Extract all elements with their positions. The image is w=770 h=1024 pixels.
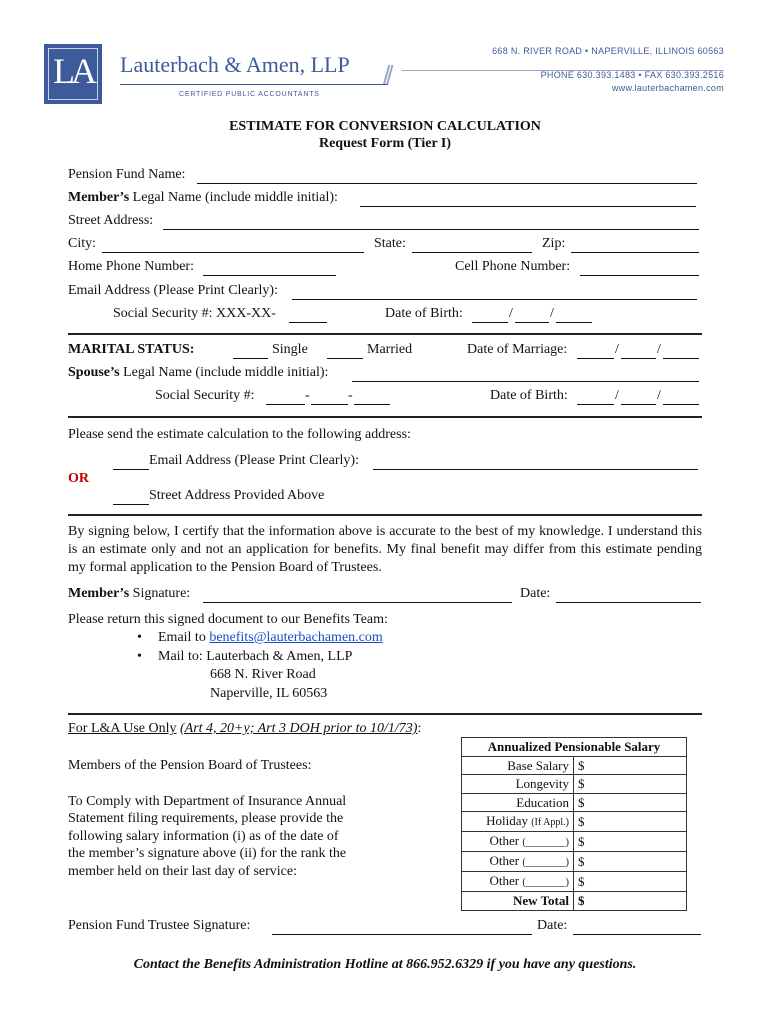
- email-option-label: Email Address (Please Print Clearly):: [149, 453, 359, 468]
- firm-logo: [44, 44, 102, 104]
- spouse-dob-slash: /: [657, 388, 661, 403]
- email-option-field[interactable]: [373, 469, 698, 470]
- spouse-ssn-part2[interactable]: [311, 404, 348, 405]
- member-bold: Member’s: [68, 190, 130, 205]
- section-divider: [68, 333, 702, 335]
- table-row: [462, 812, 687, 832]
- member-sig-text: Signature:: [132, 586, 191, 601]
- row-label-text: Base Salary: [507, 757, 569, 773]
- spouse-ssn-part1[interactable]: [266, 404, 305, 405]
- date-of-marriage-label: Date of Marriage:: [467, 342, 568, 357]
- firm-address: 668 N. RIVER ROAD • NAPERVILLE, ILLINOIS 60563: [492, 46, 724, 56]
- table-row: [462, 872, 687, 892]
- row-label: [462, 872, 574, 892]
- table-row: [462, 832, 687, 852]
- firm-phone: PHONE 630.393.1483 • FAX 630.393.2516: [540, 70, 724, 80]
- logo-text: LA: [53, 51, 93, 91]
- comply-text-4: the member’s signature above (ii) for the rank the: [68, 846, 347, 861]
- row-label: [462, 793, 574, 812]
- la-use-only-label: [68, 721, 421, 737]
- member-legal-name-field[interactable]: [360, 206, 696, 207]
- firm-name: Lauterbach & Amen, LLP: [120, 52, 350, 77]
- married-label: Married: [367, 342, 413, 357]
- la-use-colon: :: [417, 721, 422, 736]
- row-label-text: Education: [516, 794, 569, 810]
- marriage-year-field[interactable]: [663, 358, 699, 359]
- state-field[interactable]: [412, 252, 532, 253]
- email-option-line[interactable]: [113, 469, 149, 470]
- member-signature-field[interactable]: [203, 602, 512, 603]
- row-value-cell[interactable]: $: [574, 793, 687, 812]
- marriage-slash: /: [657, 342, 661, 357]
- or-label: OR: [68, 471, 89, 486]
- marriage-day-field[interactable]: [621, 358, 656, 359]
- email-address-field[interactable]: [292, 299, 697, 300]
- marriage-slash: /: [615, 342, 619, 357]
- row-note: (If Appl.): [531, 817, 569, 828]
- spouse-bold: Spouse’s: [68, 365, 120, 380]
- street-address-field[interactable]: [163, 229, 699, 230]
- row-label-text: Other: [489, 873, 520, 888]
- dob-month-field[interactable]: [472, 322, 508, 323]
- table-total-row: [462, 892, 687, 911]
- form-title: ESTIMATE FOR CONVERSION CALCULATION: [229, 119, 541, 134]
- certify-text: By signing below, I certify that the information above is accurate to the best of my knowledge. I understand this is an estimate only and not an application for benefits. My final benefit may differ from this estimate pending my formal application to the Pension Board of Trustees.: [68, 524, 702, 575]
- benefits-email-link[interactable]: benefits@lauterbachamen.com: [209, 630, 383, 645]
- return-text: Please return this signed document to our Benefits Team:: [68, 612, 388, 627]
- row-label: [462, 756, 574, 775]
- spouse-dob-year[interactable]: [663, 404, 699, 405]
- row-note: (________): [522, 857, 569, 868]
- dob-slash: /: [509, 306, 513, 321]
- bullet-icon: •: [137, 630, 142, 645]
- row-label-text: Other: [489, 853, 520, 868]
- firm-name-underline: [120, 84, 388, 85]
- mail-city: Naperville, IL 60563: [210, 686, 328, 701]
- street-address-label: Street Address:: [68, 213, 154, 228]
- single-checkbox-line[interactable]: [233, 358, 268, 359]
- hotline-footer: Contact the Benefits Administration Hotline at 866.952.6329 if you have any questions.: [133, 957, 637, 972]
- row-value-cell[interactable]: $: [574, 775, 687, 794]
- pension-fund-name-field[interactable]: [197, 183, 697, 184]
- salary-table-header-row: [462, 738, 687, 757]
- mail-to-label: Mail to: Lauterbach & Amen, LLP: [158, 649, 353, 664]
- row-value-cell[interactable]: $: [574, 756, 687, 775]
- dob-label: Date of Birth:: [385, 306, 463, 321]
- trustee-signature-label: Pension Fund Trustee Signature:: [68, 918, 251, 933]
- row-note: (________): [522, 877, 569, 888]
- city-label: City:: [68, 236, 97, 251]
- member-sig-bold: Member’s: [68, 586, 130, 601]
- spouse-legal-name-label: [68, 365, 328, 381]
- street-option-label: Street Address Provided Above: [149, 488, 325, 503]
- spouse-ssn-part3[interactable]: [354, 404, 390, 405]
- member-signature-label: [68, 586, 190, 602]
- spouse-legal-name-text: Legal Name (include middle initial):: [123, 365, 329, 380]
- zip-label: Zip:: [542, 236, 566, 251]
- married-checkbox-line[interactable]: [327, 358, 363, 359]
- ssn-field[interactable]: [289, 322, 327, 323]
- trustee-signature-field[interactable]: [272, 934, 532, 935]
- la-use-only-text: For L&A Use Only: [68, 721, 177, 736]
- mail-street: 668 N. River Road: [210, 667, 316, 682]
- email-to-label: Email to: [158, 630, 206, 645]
- trustee-date-label: Date:: [537, 918, 568, 933]
- zip-field[interactable]: [571, 252, 699, 253]
- member-date-field[interactable]: [556, 602, 701, 603]
- comply-text-3: following salary information (i) as of the date of: [68, 829, 339, 844]
- cell-phone-label: Cell Phone Number:: [455, 259, 571, 274]
- row-value-cell[interactable]: $: [574, 812, 687, 832]
- home-phone-label: Home Phone Number:: [68, 259, 194, 274]
- table-row: [462, 775, 687, 794]
- street-option-line[interactable]: [113, 504, 149, 505]
- comply-text-1: To Comply with Department of Insurance Annual: [68, 794, 347, 809]
- comply-text-5: member held on their last day of service:: [68, 864, 297, 879]
- firm-website: www.lauterbachamen.com: [611, 83, 724, 93]
- row-label-text: Other: [489, 833, 520, 848]
- row-label: [462, 852, 574, 872]
- marital-status-label: MARITAL STATUS:: [68, 342, 195, 357]
- dob-day-field[interactable]: [515, 322, 549, 323]
- members-board-label: Members of the Pension Board of Trustees:: [68, 758, 312, 773]
- comply-text-2: Statement filing requirements, please provide the: [68, 811, 344, 826]
- spouse-legal-name-field[interactable]: [352, 381, 699, 382]
- table-row: [462, 756, 687, 775]
- spouse-dob-slash: /: [615, 388, 619, 403]
- home-phone-field[interactable]: [203, 275, 336, 276]
- spouse-dob-month[interactable]: [577, 404, 614, 405]
- section-divider: [68, 514, 702, 516]
- row-value-cell[interactable]: $: [574, 832, 687, 852]
- single-label: Single: [272, 342, 308, 357]
- total-value-cell[interactable]: $: [574, 892, 687, 911]
- city-field[interactable]: [102, 252, 364, 253]
- row-label-text: Longevity: [515, 776, 569, 792]
- section-divider: [68, 713, 702, 715]
- spouse-dob-label: Date of Birth:: [490, 388, 568, 403]
- cpa-tagline: CERTIFIED PUBLIC ACCOUNTANTS: [179, 91, 320, 98]
- dob-slash: /: [550, 306, 554, 321]
- la-use-only-detail: (Art 4, 20+y; Art 3 DOH prior to 10/1/73): [180, 721, 418, 736]
- trustee-date-field[interactable]: [573, 934, 701, 935]
- header-slash-divider: //: [383, 60, 390, 90]
- member-legal-name-label: [68, 190, 338, 206]
- dob-year-field[interactable]: [556, 322, 592, 323]
- bullet-icon: •: [137, 649, 142, 664]
- row-label-text: Holiday: [486, 813, 528, 828]
- spouse-dob-day[interactable]: [621, 404, 656, 405]
- send-to-label: Please send the estimate calculation to the following address:: [68, 427, 411, 442]
- row-label: [462, 832, 574, 852]
- salary-table-header: Annualized Pensionable Salary: [462, 738, 687, 757]
- row-note: (________): [522, 837, 569, 848]
- form-subtitle: Request Form (Tier I): [318, 136, 452, 151]
- member-legal-name-text: Legal Name (include middle initial):: [132, 190, 338, 205]
- pension-fund-name-label: Pension Fund Name:: [68, 167, 186, 182]
- row-value-cell[interactable]: $: [574, 872, 687, 892]
- section-divider: [68, 416, 702, 418]
- row-label: [462, 812, 574, 832]
- spouse-ssn-label: Social Security #:: [155, 388, 255, 403]
- table-row: [462, 793, 687, 812]
- state-label: State:: [374, 236, 406, 251]
- marriage-month-field[interactable]: [577, 358, 614, 359]
- email-address-label: Email Address (Please Print Clearly):: [68, 283, 278, 298]
- email-to-line: [158, 630, 383, 646]
- total-label: New Total: [462, 892, 574, 911]
- ssn-dash-icon: -: [348, 388, 353, 403]
- ssn-dash-icon: -: [305, 388, 310, 403]
- table-row: [462, 852, 687, 872]
- row-value-cell[interactable]: $: [574, 852, 687, 872]
- member-date-label: Date:: [520, 586, 551, 601]
- row-label: [462, 775, 574, 794]
- ssn-label: Social Security #: XXX-XX-: [113, 306, 276, 321]
- cell-phone-field[interactable]: [580, 275, 699, 276]
- salary-table: [461, 737, 687, 911]
